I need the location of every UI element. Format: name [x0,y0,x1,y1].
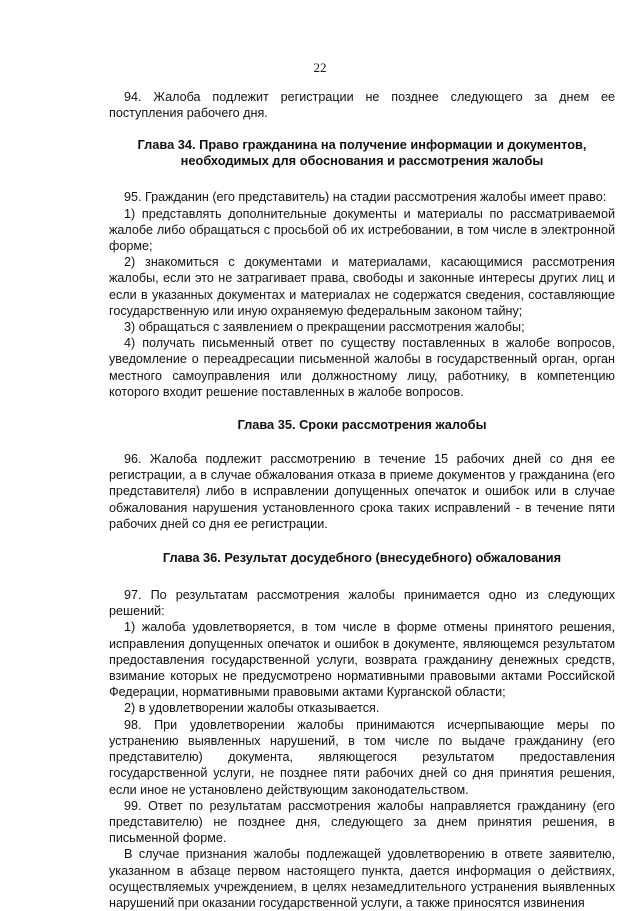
paragraph-95-item-1: 1) представлять дополнительные документы и материалы по рассматриваемой жалобе либо обращаться с просьбой об их истребовании, в том числе в электронной форме; [109,206,615,254]
paragraph-97: 97. По результатам рассмотрения жалобы принимается одно из следующих решений: [109,588,615,619]
document-body [109,89,615,911]
paragraph-94: 94. Жалоба подлежит регистрации не позднее следующего за днем ее поступления рабочего дня. [109,90,615,121]
paragraph-98: 98. При удовлетворении жалобы принимаются исчерпывающие меры по устранению выявленных нарушений, в том числе по выдаче гражданину (его представителю) документа, являющегося результатом предоставления государственной услуги, не позднее пяти рабочих дней со дня принятия решения, если иное не установлено действующим законодательством. [109,717,615,797]
paragraph-95-item-4: 4) получать письменный ответ по существу поставленных в жалобе вопросов, уведомление о переадресации письменной жалобы в государственный орган, орган местного самоуправления или должностному лицу, работнику, в компетенцию которого входит решение поставленных в жалобе вопросов. [109,336,615,399]
chapter-34-heading [109,137,615,169]
paragraph-95-item-3: 3) обращаться с заявлением о прекращении рассмотрения жалобы; [124,320,525,335]
paragraph-99: 99. Ответ по результатам рассмотрения жалобы направляется гражданину (его представителю) не позднее дня, следующего за днем принятия решения, в письменной форме. [109,798,615,846]
paragraph-97-item-2: 2) в удовлетворении жалобы отказывается. [124,701,380,716]
paragraph-95: 95. Гражданин (его представитель) на стадии рассмотрения жалобы имеет право: [124,190,607,205]
page-number: 22 [313,60,327,75]
paragraph-97-item-1: 1) жалоба удовлетворяется, в том числе в форме отмены принятого решения, исправления допущенных опечаток и ошибок в документе, являющемся результатом предоставления государственной услуги, возврата гражданину денежных средств, взимание которых не предусмотрено нормативными правовыми актами Российской Федерации, нормативными правовыми актами Курганской области; [109,620,615,700]
paragraph-99-continuation: В случае признания жалобы подлежащей удовлетворению в ответе заявителю, указанном в абзаце первом настоящего пункта, дается информация о действиях, осуществляемых учреждением, в целях незамедлительного устранения выявленных нарушений при оказании государственной услуги, а также приносятся извинения [109,847,615,910]
chapter-34-title-line-1: Глава 34. Право гражданина на получение информации и документов, [137,137,587,153]
chapter-34-title-line-2: необходимых для обоснования и рассмотрения жалобы [180,153,544,169]
chapter-35-heading: Глава 35. Сроки рассмотрения жалобы [237,417,487,433]
paragraph-95-item-2: 2) знакомиться с документами и материалами, касающимися рассмотрения жалобы, если это не затрагивает права, свободы и законные интересы других лиц и если в указанных документах и материалах не содержатся сведения, составляющие государственную или иную охраняемую федеральным законом тайну; [109,255,615,318]
paragraph-96: 96. Жалоба подлежит рассмотрению в течение 15 рабочих дней со дня ее регистрации, а в случае обжалования отказа в приеме документов у гражданина (его представителя) либо в исправлении допущенных опечаток и ошибок или в случае обжалования нарушения установленного срока таких исправлений - в течение пяти рабочих дней со дня ее регистрации. [109,452,615,531]
chapter-36-heading: Глава 36. Результат досудебного (внесудебного) обжалования [162,550,562,566]
